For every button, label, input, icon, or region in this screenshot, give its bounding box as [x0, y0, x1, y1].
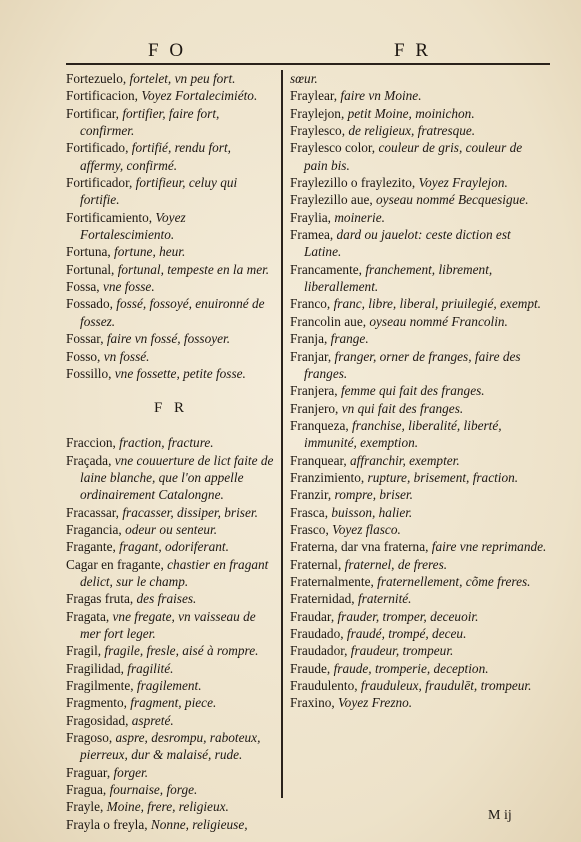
headword: Fraylesco,: [290, 123, 346, 139]
definition: fracasser, dissiper, briser.: [119, 504, 258, 520]
headword: Franjero,: [290, 400, 339, 416]
definition: frange.: [327, 331, 369, 347]
headword: Fossillo,: [66, 365, 112, 381]
definition: des fraises.: [133, 591, 197, 607]
dictionary-entry: [66, 105, 276, 140]
dictionary-entry: [290, 625, 548, 642]
headword: Fortunal,: [66, 261, 115, 277]
definition: Voyez Frezno.: [334, 695, 413, 711]
definition: franger, orner de franges, faire des franges.: [304, 348, 521, 381]
running-header: [0, 38, 581, 62]
definition: franchise, liberalité, liberté, immunité, exemption.: [304, 417, 502, 451]
definition: affranchir, exempter.: [346, 452, 460, 468]
left-column: [66, 70, 276, 833]
headword: Fraxino,: [290, 695, 335, 711]
dictionary-entry: [290, 139, 548, 174]
dictionary-entry: [290, 590, 548, 607]
header-rule: [66, 63, 550, 65]
definition: fraternel, de freres.: [341, 556, 448, 572]
definition: aspreté.: [128, 712, 174, 728]
headword: Frayle,: [66, 799, 104, 815]
headword: Fraylezillo aue,: [290, 192, 373, 208]
dictionary-entry: [290, 209, 548, 226]
dictionary-entry: [66, 70, 276, 87]
definition: petit Moine, moinichon.: [344, 105, 475, 121]
dictionary-entry: [290, 70, 548, 87]
dictionary-entry: [66, 729, 276, 764]
dictionary-entry: [66, 556, 276, 591]
dictionary-entry: [66, 278, 276, 295]
dictionary-entry: [66, 590, 276, 607]
definition: dard ou jauelot: ceste diction est Latine.: [304, 227, 511, 260]
headword: Fossado,: [66, 296, 113, 312]
dictionary-entry: [290, 486, 548, 503]
headword: Fragante,: [66, 539, 116, 555]
dictionary-entry: [290, 105, 548, 122]
dictionary-entry: [290, 382, 548, 399]
headword: Fragil,: [66, 643, 102, 659]
dictionary-entry: [66, 677, 276, 694]
dictionary-entry: [66, 365, 276, 382]
headword: Frasca,: [290, 504, 329, 520]
headword: Fraguar,: [66, 764, 111, 780]
definition: Moine, frere, religieux.: [103, 799, 229, 815]
dictionary-entry: [66, 764, 276, 781]
headword: Fragosidad,: [66, 712, 129, 728]
definition: fraternellement, cõme freres.: [373, 573, 531, 589]
dictionary-entry: [290, 261, 548, 296]
definition: vne fossette, petite fosse.: [111, 365, 246, 381]
header-right: F R: [394, 40, 431, 61]
headword: Fragas fruta,: [66, 591, 134, 607]
definition: fraude, tromperie, deception.: [330, 660, 489, 676]
definition: vne fregate, vn vaisseau de mer fort leger.: [80, 608, 256, 641]
definition: fortifier, faire fort, confirmer.: [80, 105, 220, 139]
headword: Franja,: [290, 331, 328, 347]
headword: Fortezuelo,: [66, 71, 127, 86]
definition: frauder, tromper, deceuoir.: [334, 608, 479, 624]
dictionary-entry: [66, 243, 276, 260]
dictionary-entry: [290, 348, 548, 383]
headword: Fraterna, dar vna fraterna,: [290, 539, 429, 555]
definition: fortune, heur.: [110, 244, 186, 260]
headword: Franzimiento,: [290, 469, 365, 485]
dictionary-entry: [290, 660, 548, 677]
headword: Fraudar,: [290, 608, 335, 624]
dictionary-entry: [66, 139, 276, 174]
dictionary-entry: [66, 330, 276, 347]
column-divider: [281, 70, 283, 798]
definition: vn fossé.: [100, 348, 150, 364]
headword: Fragua,: [66, 782, 107, 798]
headword: Fragilmente,: [66, 678, 134, 694]
definition: fraternité.: [354, 591, 412, 607]
headword: Fraçada,: [66, 452, 112, 468]
signature-mark: M ij: [488, 808, 512, 823]
definition: faire vne reprimande.: [428, 539, 547, 555]
headword: Francamente,: [290, 261, 362, 277]
dictionary-entry: [66, 295, 276, 330]
definition: fortifié, rendu fort, affermy, confirmé.: [80, 140, 231, 173]
definition: vne fosse.: [99, 279, 155, 295]
dictionary-entry: [66, 87, 276, 104]
headword: Fortificacion,: [66, 88, 139, 104]
dictionary-entry: [66, 434, 276, 451]
dictionary-entry: [290, 452, 548, 469]
dictionary-entry: [290, 122, 548, 139]
definition: fossé, fossoyé, enuironné de fossez.: [80, 296, 265, 329]
dictionary-entry: [66, 781, 276, 798]
headword: Fraudulento,: [290, 678, 358, 694]
dictionary-entry: [66, 608, 276, 643]
definition: oyseau nommé Becquesigue.: [372, 192, 529, 208]
headword: Fraternalmente,: [290, 573, 374, 589]
dictionary-entry: [66, 261, 276, 278]
dictionary-entry: [66, 660, 276, 677]
dictionary-entry: [290, 400, 548, 417]
headword: Fortificador,: [66, 175, 133, 191]
spacer: [66, 382, 276, 399]
definition: fraction, fracture.: [115, 435, 214, 451]
definition: odeur ou senteur.: [121, 521, 218, 537]
dictionary-entry: [290, 313, 548, 330]
dictionary-entry: [66, 348, 276, 365]
headword: Cagar en fragante,: [66, 556, 164, 572]
headword: Fraternal,: [290, 556, 342, 572]
definition: fragile, fresle, aisé à rompre.: [101, 643, 259, 659]
headword: Fragilidad,: [66, 660, 124, 676]
dictionary-entry: [290, 694, 548, 711]
dictionary-entry: [66, 452, 276, 504]
definition: fournaise, forge.: [106, 782, 198, 798]
definition: moinerie.: [331, 209, 385, 225]
definition: faire vn fossé, fossoyer.: [103, 331, 231, 347]
dictionary-entry: [290, 521, 548, 538]
headword: Fraude,: [290, 660, 331, 676]
definition: Nonne, religieuse,: [147, 816, 248, 832]
headword: Fraudado,: [290, 626, 344, 641]
dictionary-entry: [66, 642, 276, 659]
dictionary-entry: [290, 538, 548, 555]
definition: oyseau nommé Francolin.: [366, 313, 508, 329]
headword: Fossa,: [66, 279, 100, 295]
dictionary-entry: [290, 191, 548, 208]
definition: couleur de gris, couleur de pain bis.: [304, 140, 523, 173]
definition: fortelet, vn peu fort.: [126, 71, 236, 86]
section-heading: F R: [153, 399, 189, 416]
headword: Fraccion,: [66, 435, 116, 451]
dictionary-entry: [290, 174, 548, 191]
dictionary-entry: [290, 87, 548, 104]
definition: fragilement.: [133, 678, 202, 694]
header-left: F O: [148, 40, 187, 61]
headword: Franjera,: [290, 383, 338, 399]
definition: rupture, brisement, fraction.: [364, 469, 519, 485]
headword: Fracassar,: [66, 504, 119, 520]
dictionary-entry: [290, 573, 548, 590]
dictionary-entry: [290, 677, 548, 694]
definition: frauduleux, fraudulēt, trompeur.: [357, 678, 532, 694]
headword: Fraylejon,: [290, 105, 345, 121]
dictionary-entry: [66, 816, 276, 833]
definition: forger.: [110, 764, 149, 780]
definition: fortifieur, celuy qui fortifie.: [80, 175, 238, 208]
headword: Fragmento,: [66, 695, 127, 711]
dictionary-entry: [290, 295, 548, 312]
definition: fraudé, trompé, deceu.: [343, 626, 467, 641]
dictionary-entry: [290, 642, 548, 659]
headword: Framea,: [290, 227, 334, 243]
headword: Fraudador,: [290, 643, 348, 659]
headword: Franjar,: [290, 348, 332, 364]
dictionary-entry: [290, 504, 548, 521]
headword: Frayla o freyla,: [66, 816, 148, 832]
definition: fraudeur, trompeur.: [347, 643, 454, 659]
definition: aspre, desrompu, raboteux, pierreux, dur & malaisé, rude.: [80, 730, 261, 763]
dictionary-entry: [290, 469, 548, 486]
dictionary-entry: [66, 504, 276, 521]
definition: chastier en fragant delict, sur le champ.: [80, 556, 269, 589]
headword: Fraylesco color,: [290, 140, 376, 156]
dictionary-entry: [290, 226, 548, 261]
definition: fragilité.: [123, 660, 174, 676]
definition: fragment, piece.: [126, 695, 217, 711]
right-column: [290, 70, 548, 712]
definition: femme qui fait des franges.: [337, 383, 485, 399]
headword: Francolin aue,: [290, 313, 367, 329]
definition: franc, libre, liberal, priuilegié, exempt.: [330, 296, 541, 312]
definition: Voyez flasco.: [328, 521, 401, 537]
definition: vne couuerture de lict faite de laine blanche, que l'on appelle ordinairement Catalongne.: [80, 452, 274, 503]
definition: buisson, halier.: [328, 504, 413, 520]
definition: fragant, odoriferant.: [115, 539, 229, 555]
spacer: [66, 417, 276, 434]
dictionary-entry: [290, 608, 548, 625]
dictionary-entry: [66, 712, 276, 729]
headword: Fraylia,: [290, 209, 331, 225]
headword: Fraylear,: [290, 88, 338, 104]
definition: franchement, librement, liberallement.: [304, 261, 493, 295]
headword: Fragata,: [66, 608, 110, 624]
headword: Fraylezillo o fraylezito,: [290, 175, 416, 191]
definition: de religieux, fratresque.: [345, 123, 476, 139]
definition: Voyez Fortalescimiento.: [80, 209, 186, 243]
headword: Fragancia,: [66, 521, 122, 537]
dictionary-entry: [66, 538, 276, 555]
dictionary-entry: [66, 694, 276, 711]
headword: Fortificado,: [66, 140, 129, 156]
definition: fortunal, tempeste en la mer.: [114, 261, 270, 277]
definition: rompre, briser.: [331, 487, 413, 503]
headword: Fosso,: [66, 348, 101, 364]
dictionary-entry: [66, 174, 276, 209]
dictionary-entry: [290, 330, 548, 347]
headword: Fraternidad,: [290, 591, 355, 607]
dictionary-entry: [290, 417, 548, 452]
headword: Franco,: [290, 296, 331, 312]
headword: Fortificamiento,: [66, 209, 153, 225]
headword: Fossar,: [66, 331, 104, 347]
dictionary-entry: [66, 798, 276, 815]
definition: Voyez Fraylejon.: [415, 175, 508, 191]
headword: Fortuna,: [66, 244, 111, 260]
dictionary-entry: [66, 521, 276, 538]
definition: sœur.: [290, 71, 318, 86]
headword: Frasco,: [290, 521, 329, 537]
definition: vn qui fait des franges.: [338, 400, 464, 416]
headword: Franzir,: [290, 487, 332, 503]
headword: Franqueza,: [290, 417, 349, 433]
headword: Fragoso,: [66, 730, 113, 746]
headword: Fortificar,: [66, 105, 120, 121]
definition: Voyez Fortalecimiéto.: [138, 88, 258, 104]
dictionary-entry: [290, 556, 548, 573]
dictionary-entry: [66, 209, 276, 244]
definition: faire vn Moine.: [337, 88, 422, 104]
headword: Franquear,: [290, 452, 347, 468]
